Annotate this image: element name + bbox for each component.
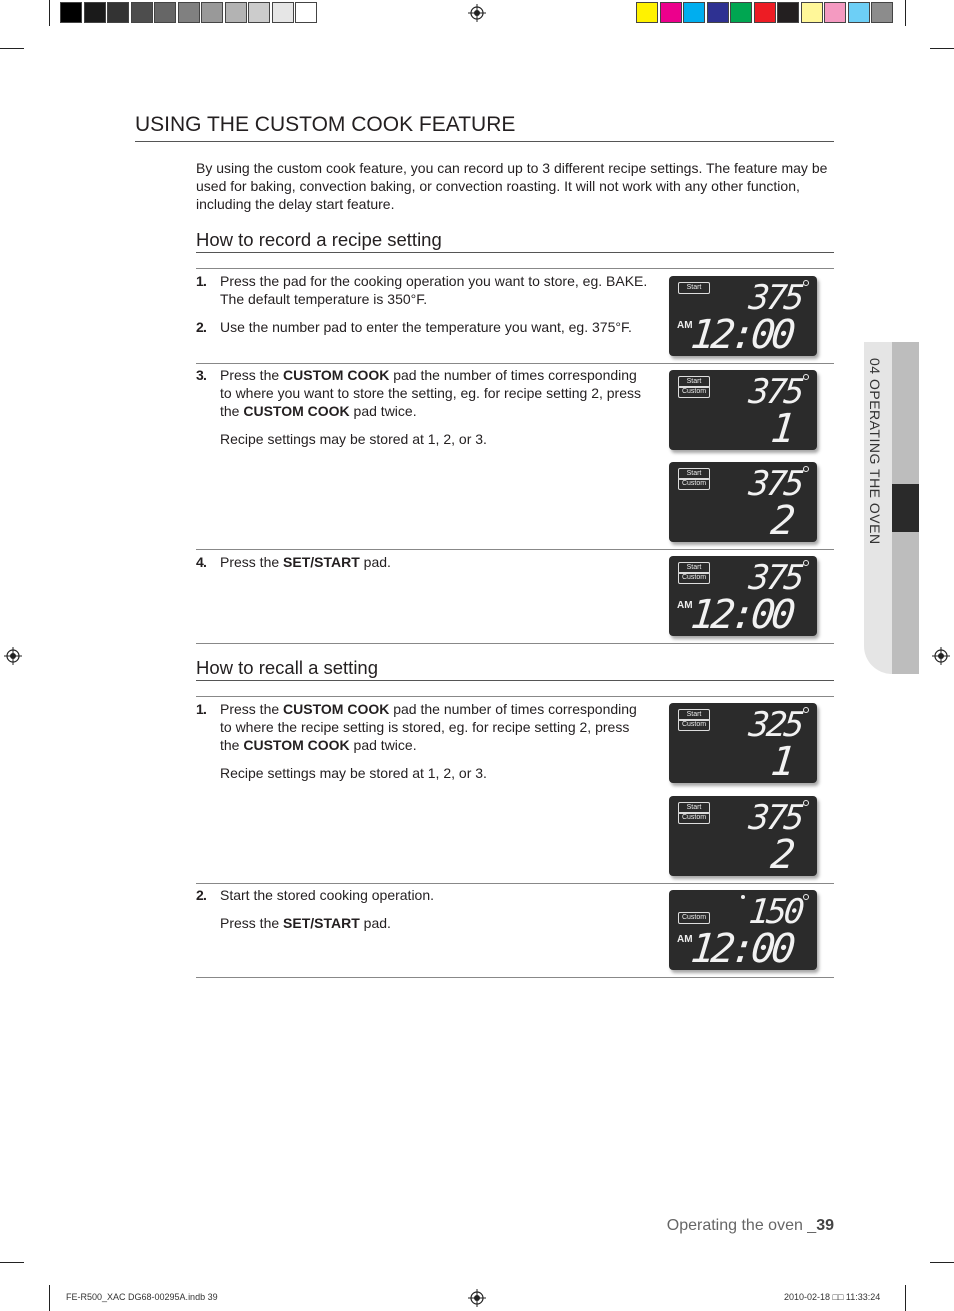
color-swatch (660, 2, 682, 23)
crop-mark (49, 1285, 50, 1311)
clock-readout: 12:00 (688, 592, 794, 638)
recall-step-2: 2 . Start the stored cooking operation. (196, 886, 651, 904)
crop-mark (905, 1285, 906, 1311)
recipe-slot-readout: 1 (768, 739, 794, 785)
recall-heading: How to recall a setting (196, 657, 379, 678)
temperature-readout: 375 (746, 558, 804, 598)
start-indicator: Start (678, 562, 710, 574)
slug-right: 2010-02-18 □□ 11:33:24 (784, 1292, 881, 1302)
custom-indicator: Custom (678, 912, 710, 924)
clock-readout: 12:00 (688, 312, 794, 358)
crop-mark (0, 1262, 24, 1263)
record-step-1: 1 . Press the pad for the cooking operation you want to store, eg. BAKE. The default temperature is 350°F. (196, 272, 651, 308)
step-number: 2 (196, 887, 204, 903)
chapter-tab-marker (892, 484, 919, 532)
step-text: Use the number pad to enter the temperature you want, eg. 375°F. (220, 319, 632, 335)
crop-mark (905, 0, 906, 26)
page-title: USING THE CUSTOM COOK FEATURE (135, 113, 516, 136)
gray-swatch (201, 2, 223, 23)
row-rule (196, 643, 834, 644)
clock-readout: 12:00 (688, 926, 794, 972)
start-indicator: Start (678, 709, 710, 721)
degree-icon (803, 280, 809, 286)
am-indicator: AM (677, 934, 693, 945)
color-swatch (801, 2, 823, 23)
record-step-4: 4 . Press the SET/START pad. (196, 553, 651, 571)
start-indicator: Start (678, 376, 710, 388)
record-step-3: 3 . Press the CUSTOM COOK pad the number of times corresponding to where you want to store the setting, eg. for recipe setting 2, press the CUSTOM COOK pad twice. (196, 366, 651, 420)
gray-swatch (131, 2, 153, 23)
crop-mark (49, 0, 50, 26)
color-swatch (871, 2, 893, 23)
registration-mark-icon (4, 647, 22, 665)
intro-paragraph: By using the custom cook feature, you can record up to 3 different recipe settings. The feature may be used for baking, convection baking, or convection roasting. It will not work with any other function, including the delay start feature. (196, 160, 828, 212)
recipe-slot-readout: 1 (768, 406, 794, 452)
chapter-tab-label: 04 OPERATING THE OVEN (867, 358, 883, 545)
color-swatch (848, 2, 870, 23)
degree-icon (803, 374, 809, 380)
section-rule (196, 680, 834, 681)
recall-step-2-note: Press the SET/START pad. (220, 915, 391, 931)
row-rule (196, 696, 834, 697)
step-number: 4 (196, 554, 204, 570)
step-text: Start the stored cooking operation. (220, 887, 435, 903)
oven-display (669, 370, 817, 450)
gray-swatch (154, 2, 176, 23)
degree-icon (803, 707, 809, 713)
section-rule (196, 252, 834, 253)
oven-display (669, 556, 817, 636)
custom-indicator: Custom (678, 572, 710, 584)
oven-display (669, 276, 817, 356)
oven-display (669, 796, 817, 876)
step-number: 1 (196, 701, 204, 717)
custom-indicator: Custom (678, 386, 710, 398)
row-rule (196, 363, 834, 364)
slug-left: FE-R500_XAC DG68-00295A.indb 39 (66, 1292, 218, 1302)
crop-mark (930, 48, 954, 49)
start-indicator: Start (678, 282, 710, 294)
registration-mark-icon (932, 647, 950, 665)
temperature-readout: 375 (746, 278, 804, 318)
row-rule (196, 977, 834, 978)
temperature-readout: 375 (746, 464, 804, 504)
record-heading: How to record a recipe setting (196, 229, 442, 250)
registration-mark-icon (468, 1289, 486, 1307)
step-text: Press the SET/START pad. (220, 554, 391, 570)
step-number: 2 (196, 319, 204, 335)
record-step-3-note: Recipe settings may be stored at 1, 2, or 3. (220, 431, 487, 447)
recipe-slot-readout: 2 (768, 498, 794, 544)
start-indicator: Start (678, 802, 710, 814)
gray-swatch (248, 2, 270, 23)
custom-indicator: Custom (678, 719, 710, 731)
step-number: 3 (196, 367, 204, 383)
gray-swatch (107, 2, 129, 23)
crop-mark (930, 1262, 954, 1263)
color-swatch (824, 2, 846, 23)
gray-swatch (178, 2, 200, 23)
crop-mark (0, 48, 24, 49)
temperature-readout: 375 (746, 798, 804, 838)
indicator-dot (741, 895, 745, 899)
color-swatch (730, 2, 752, 23)
custom-indicator: Custom (678, 812, 710, 824)
step-number: 1 (196, 273, 204, 289)
am-indicator: AM (677, 600, 693, 611)
custom-indicator: Custom (678, 478, 710, 490)
oven-display (669, 890, 817, 970)
temperature-readout: 375 (746, 372, 804, 412)
gray-swatch (60, 2, 82, 23)
color-swatch (707, 2, 729, 23)
record-step-2: 2 . Use the number pad to enter the temperature you want, eg. 375°F. (196, 318, 651, 336)
row-rule (196, 549, 834, 550)
am-indicator: AM (677, 320, 693, 331)
degree-icon (803, 800, 809, 806)
start-indicator: Start (678, 468, 710, 480)
step-text: Press the CUSTOM COOK pad the number of times corresponding to where you want to store the setting, eg. for recipe setting 2, press the CUSTOM COOK pad twice. (220, 367, 642, 419)
color-swatch (777, 2, 799, 23)
registration-mark-icon (468, 4, 486, 22)
color-swatch (636, 2, 658, 23)
degree-icon (803, 466, 809, 472)
color-swatch (683, 2, 705, 23)
color-swatch (754, 2, 776, 23)
temperature-readout: 325 (746, 705, 804, 745)
oven-display (669, 462, 817, 542)
gray-swatch (225, 2, 247, 23)
step-text: Press the CUSTOM COOK pad the number of times corresponding to where the recipe setting is stored, eg. for recipe setting 2, press the CUSTOM COOK pad twice. (220, 701, 637, 753)
degree-icon (803, 894, 809, 900)
step-text: Press the pad for the cooking operation you want to store, eg. BAKE. The default temperature is 350°F. (220, 273, 648, 307)
recipe-slot-readout: 2 (768, 832, 794, 878)
recall-step-1-note: Recipe settings may be stored at 1, 2, or 3. (220, 765, 487, 781)
page-footer: Operating the oven _39 (666, 1217, 834, 1234)
row-rule (196, 268, 834, 269)
row-rule (196, 883, 834, 884)
oven-display (669, 703, 817, 783)
temperature-readout: 150 (746, 892, 804, 932)
title-rule (135, 141, 834, 142)
recall-step-1: 1 . Press the CUSTOM COOK pad the number of times corresponding to where the recipe setting is stored, eg. for recipe setting 2, press the CUSTOM COOK pad twice. (196, 700, 651, 754)
gray-swatch (295, 2, 317, 23)
degree-icon (803, 560, 809, 566)
gray-swatch (84, 2, 106, 23)
gray-swatch (272, 2, 294, 23)
